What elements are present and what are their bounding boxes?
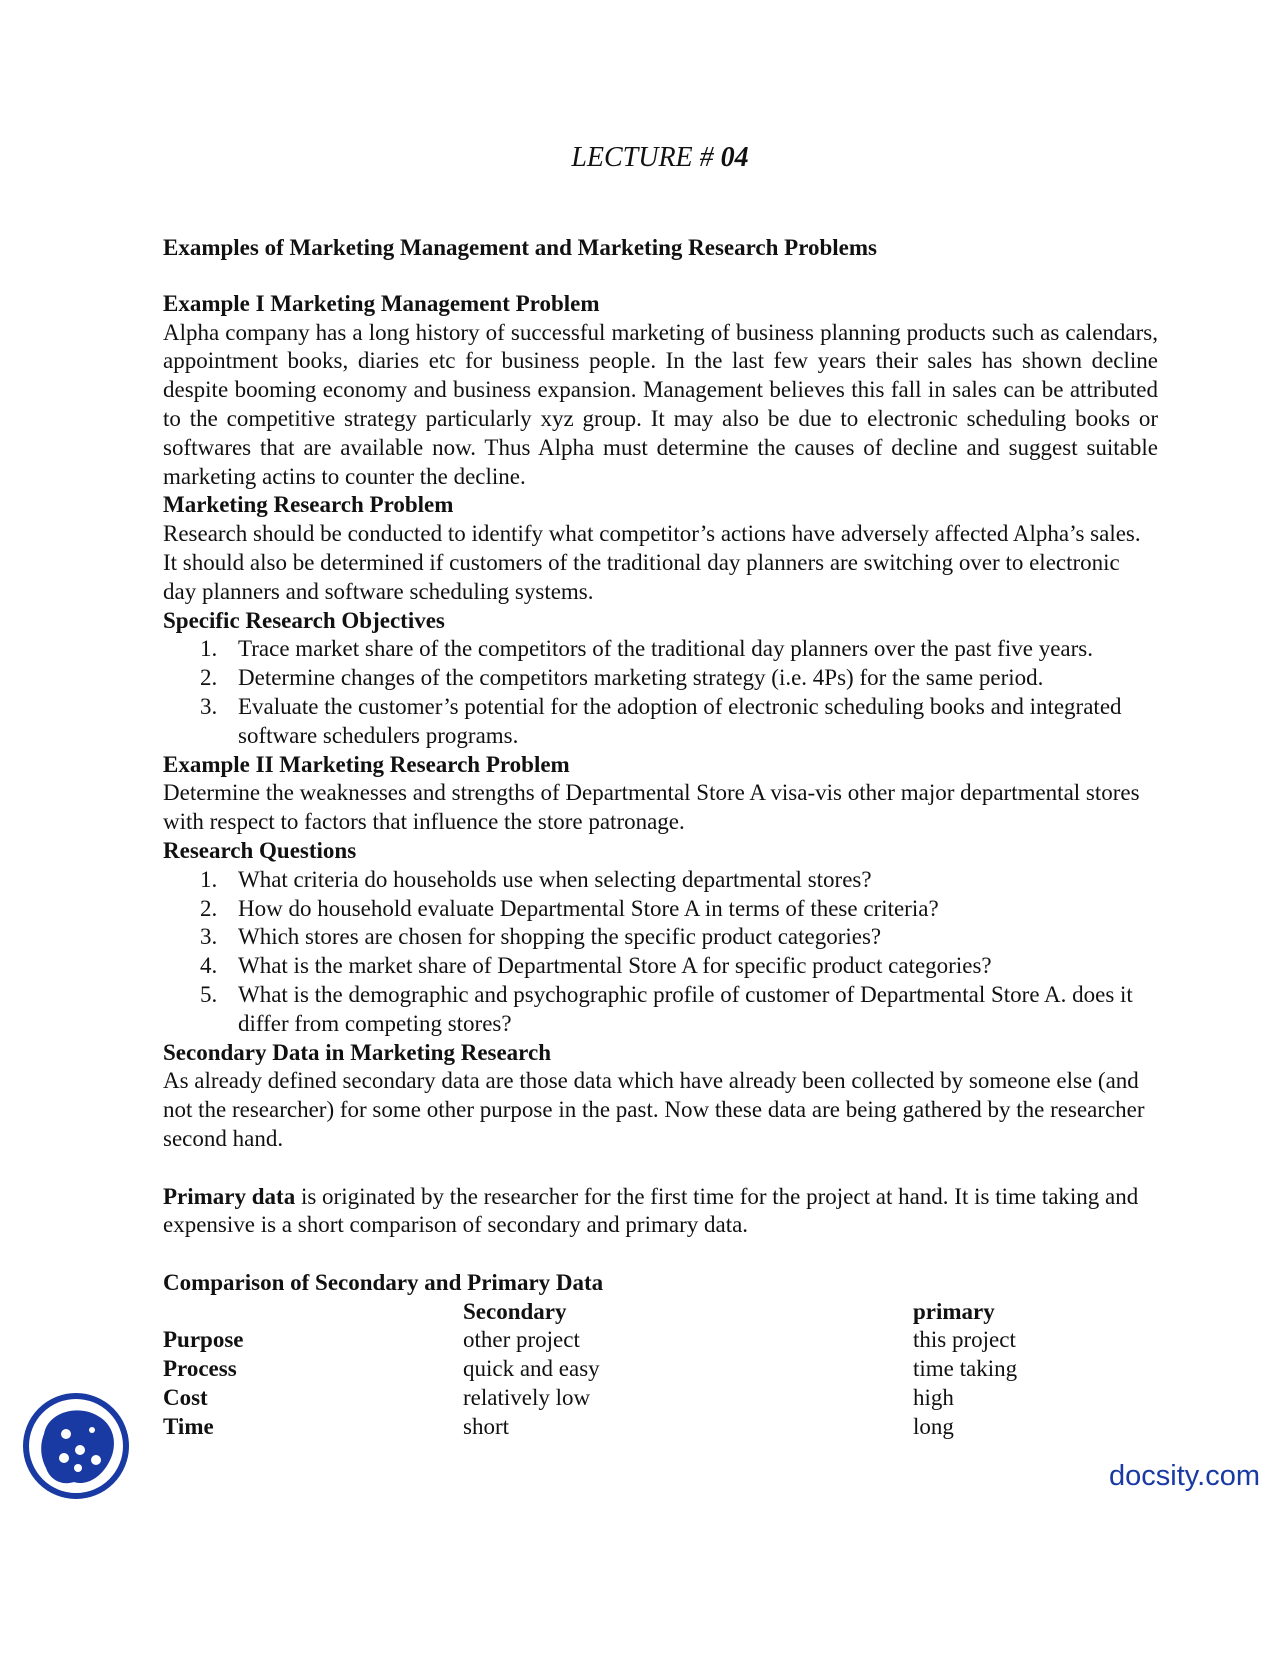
lecture-label: LECTURE # <box>571 142 714 173</box>
list-item <box>163 866 1158 895</box>
primary-cell: long <box>913 1413 954 1439</box>
example2-body: Determine the weaknesses and strengths of Departmental Store A visa-vis other major departmental stores with respect to factors that influence the store patronage. <box>163 780 1140 835</box>
table-header-row <box>163 1298 1158 1327</box>
objectives-list <box>163 635 1158 750</box>
item-number: 4. <box>200 953 218 979</box>
secondary-body: As already defined secondary data are those data which have already been collected by someone else (and not the researcher) for some other purpose in the past. Now these data are being gathered by the researcher second hand. <box>163 1068 1145 1151</box>
header-primary: primary <box>913 1298 995 1324</box>
item-text: Which stores are chosen for shopping the specific product categories? <box>238 924 882 950</box>
table-row <box>163 1413 1158 1442</box>
header-empty <box>163 1298 463 1327</box>
row-label: Process <box>163 1356 237 1382</box>
row-label: Time <box>163 1413 214 1439</box>
secondary-cell: quick and easy <box>463 1356 600 1382</box>
objectives-title: Specific Research Objectives <box>163 607 445 633</box>
docsity-logo-icon[interactable] <box>20 1390 132 1502</box>
row-label: Purpose <box>163 1327 244 1353</box>
item-number: 1. <box>200 636 218 662</box>
example1-body: Alpha company has a long history of successful marketing of business planning products such as calendars, appointment books, diaries etc for business people. In the last few years their sales has shown decline despite booming economy and business expansion. Management believes this fall in sales can be attributed to the competitive strategy particularly xyz group. It may also be due to electronic scheduling books or softwares that are available now. Thus Alpha must determine the causes of decline and suggest suitable marketing actins to counter the decline. <box>163 319 1158 489</box>
item-number: 3. <box>200 693 218 719</box>
primary-paragraph <box>163 1183 1158 1241</box>
item-text: What is the demographic and psychographic profile of customer of Departmental Store A. does it differ from competing stores? <box>238 981 1133 1036</box>
table-row <box>163 1326 1158 1355</box>
item-number: 2. <box>200 895 218 921</box>
secondary-cell: other project <box>463 1327 580 1353</box>
primary-term: Primary data <box>163 1183 296 1209</box>
list-item <box>163 635 1158 664</box>
header-secondary: Secondary <box>463 1298 567 1324</box>
mrp-title: Marketing Research Problem <box>163 492 454 518</box>
primary-cell: this project <box>913 1327 1016 1353</box>
secondary-title: Secondary Data in Marketing Research <box>163 1039 551 1065</box>
primary-cell: time taking <box>913 1356 1018 1382</box>
item-text: What is the market share of Departmental Store A for specific product categories? <box>238 953 992 979</box>
mrp-body: Research should be conducted to identify what competitor’s actions have adversely affected Alpha’s sales. It should also be determined if customers of the traditional day planners are switching over to electronic day planners and software scheduling systems. <box>163 521 1141 604</box>
example2-title: Example II Marketing Research Problem <box>163 751 570 777</box>
item-text: Evaluate the customer’s potential for the adoption of electronic scheduling books and integrated software schedulers programs. <box>238 693 1122 748</box>
primary-cell: high <box>913 1385 954 1411</box>
item-text: Determine changes of the competitors marketing strategy (i.e. 4Ps) for the same period. <box>238 665 1044 691</box>
item-number: 3. <box>200 924 218 950</box>
item-number: 2. <box>200 665 218 691</box>
questions-title: Research Questions <box>163 837 357 863</box>
document-body <box>163 234 1158 1442</box>
comparison-table <box>163 1298 1158 1442</box>
lecture-title <box>0 142 1280 174</box>
spacer <box>163 1154 1158 1183</box>
example1-title: Example I Marketing Management Problem <box>163 290 600 316</box>
item-text: What criteria do households use when selecting departmental stores? <box>238 866 872 892</box>
table-row <box>163 1355 1158 1384</box>
document-heading: Examples of Marketing Management and Marketing Research Problems <box>163 235 877 260</box>
secondary-cell: short <box>463 1413 509 1439</box>
primary-body: is originated by the researcher for the first time for the project at hand. It is time taking and expensive is a short comparison of secondary and primary data. <box>163 1183 1139 1238</box>
secondary-cell: relatively low <box>463 1385 591 1411</box>
item-number: 5. <box>200 981 218 1007</box>
item-number: 1. <box>200 866 218 892</box>
item-text: Trace market share of the competitors of the traditional day planners over the past five years. <box>238 636 1093 662</box>
questions-list <box>163 866 1158 1039</box>
list-item <box>163 981 1158 1039</box>
list-item <box>163 923 1158 952</box>
docsity-brand-link[interactable]: docsity.com <box>1109 1460 1260 1492</box>
list-item <box>163 895 1158 924</box>
comparison-title: Comparison of Secondary and Primary Data <box>163 1269 604 1295</box>
spacer <box>163 1240 1158 1269</box>
lecture-number: 04 <box>720 142 749 173</box>
list-item <box>163 664 1158 693</box>
item-text: How do household evaluate Departmental Store A in terms of these criteria? <box>238 895 939 921</box>
list-item <box>163 693 1158 751</box>
list-item <box>163 952 1158 981</box>
row-label: Cost <box>163 1385 208 1411</box>
table-row <box>163 1384 1158 1413</box>
